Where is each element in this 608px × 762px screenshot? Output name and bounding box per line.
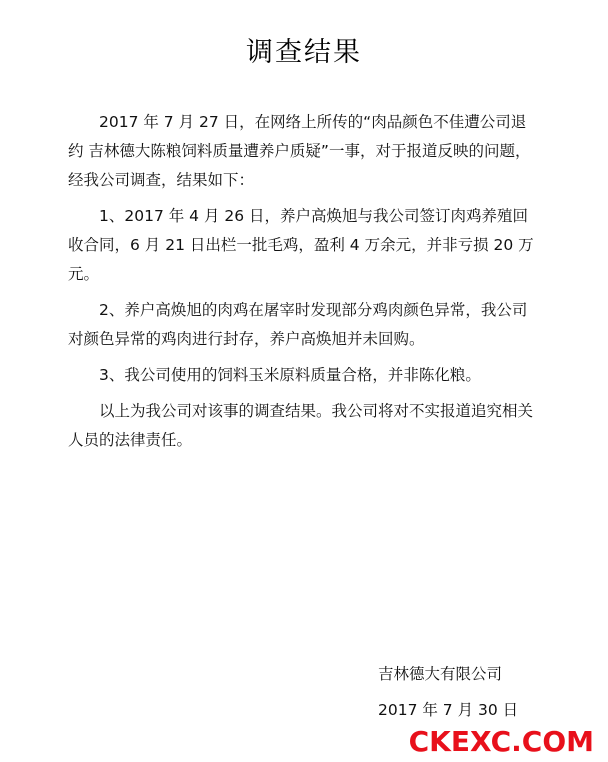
signature-date: 2017 年 7 月 30 日 bbox=[378, 701, 519, 719]
document-title: 调查结果 bbox=[246, 37, 362, 68]
signature-company: 吉林德大有限公司 bbox=[378, 665, 503, 683]
paragraph-intro: 2017 年 7 月 27 日，在网络上所传的“肉品颜色不佳遭公司退约 吉林德大陈粮饲料质量遭养户质疑”一事，对于报道反映的问题，经我公司调查，结果如下： bbox=[68, 113, 531, 189]
document-body bbox=[68, 108, 540, 462]
watermark-logo: CKEXC.COM bbox=[408, 725, 594, 758]
signature-block bbox=[378, 656, 518, 728]
paragraph-finding-3: 3、我公司使用的饲料玉米原料质量合格，并非陈化粮。 bbox=[99, 366, 481, 384]
paragraph-finding-1: 1、2017 年 4 月 26 日，养户高焕旭与我公司签订肉鸡养殖回收合同，6 月 21 日出栏一批毛鸡，盈利 4 万余元，并非亏损 20 万元。 bbox=[68, 207, 534, 283]
paragraph-conclusion: 以上为我公司对该事的调查结果。我公司将对不实报道追究相关人员的法律责任。 bbox=[68, 402, 534, 449]
paragraph-finding-2: 2、养户高焕旭的肉鸡在屠宰时发现部分鸡肉颜色异常，我公司对颜色异常的鸡肉进行封存，养户高焕旭并未回购。 bbox=[68, 301, 528, 348]
